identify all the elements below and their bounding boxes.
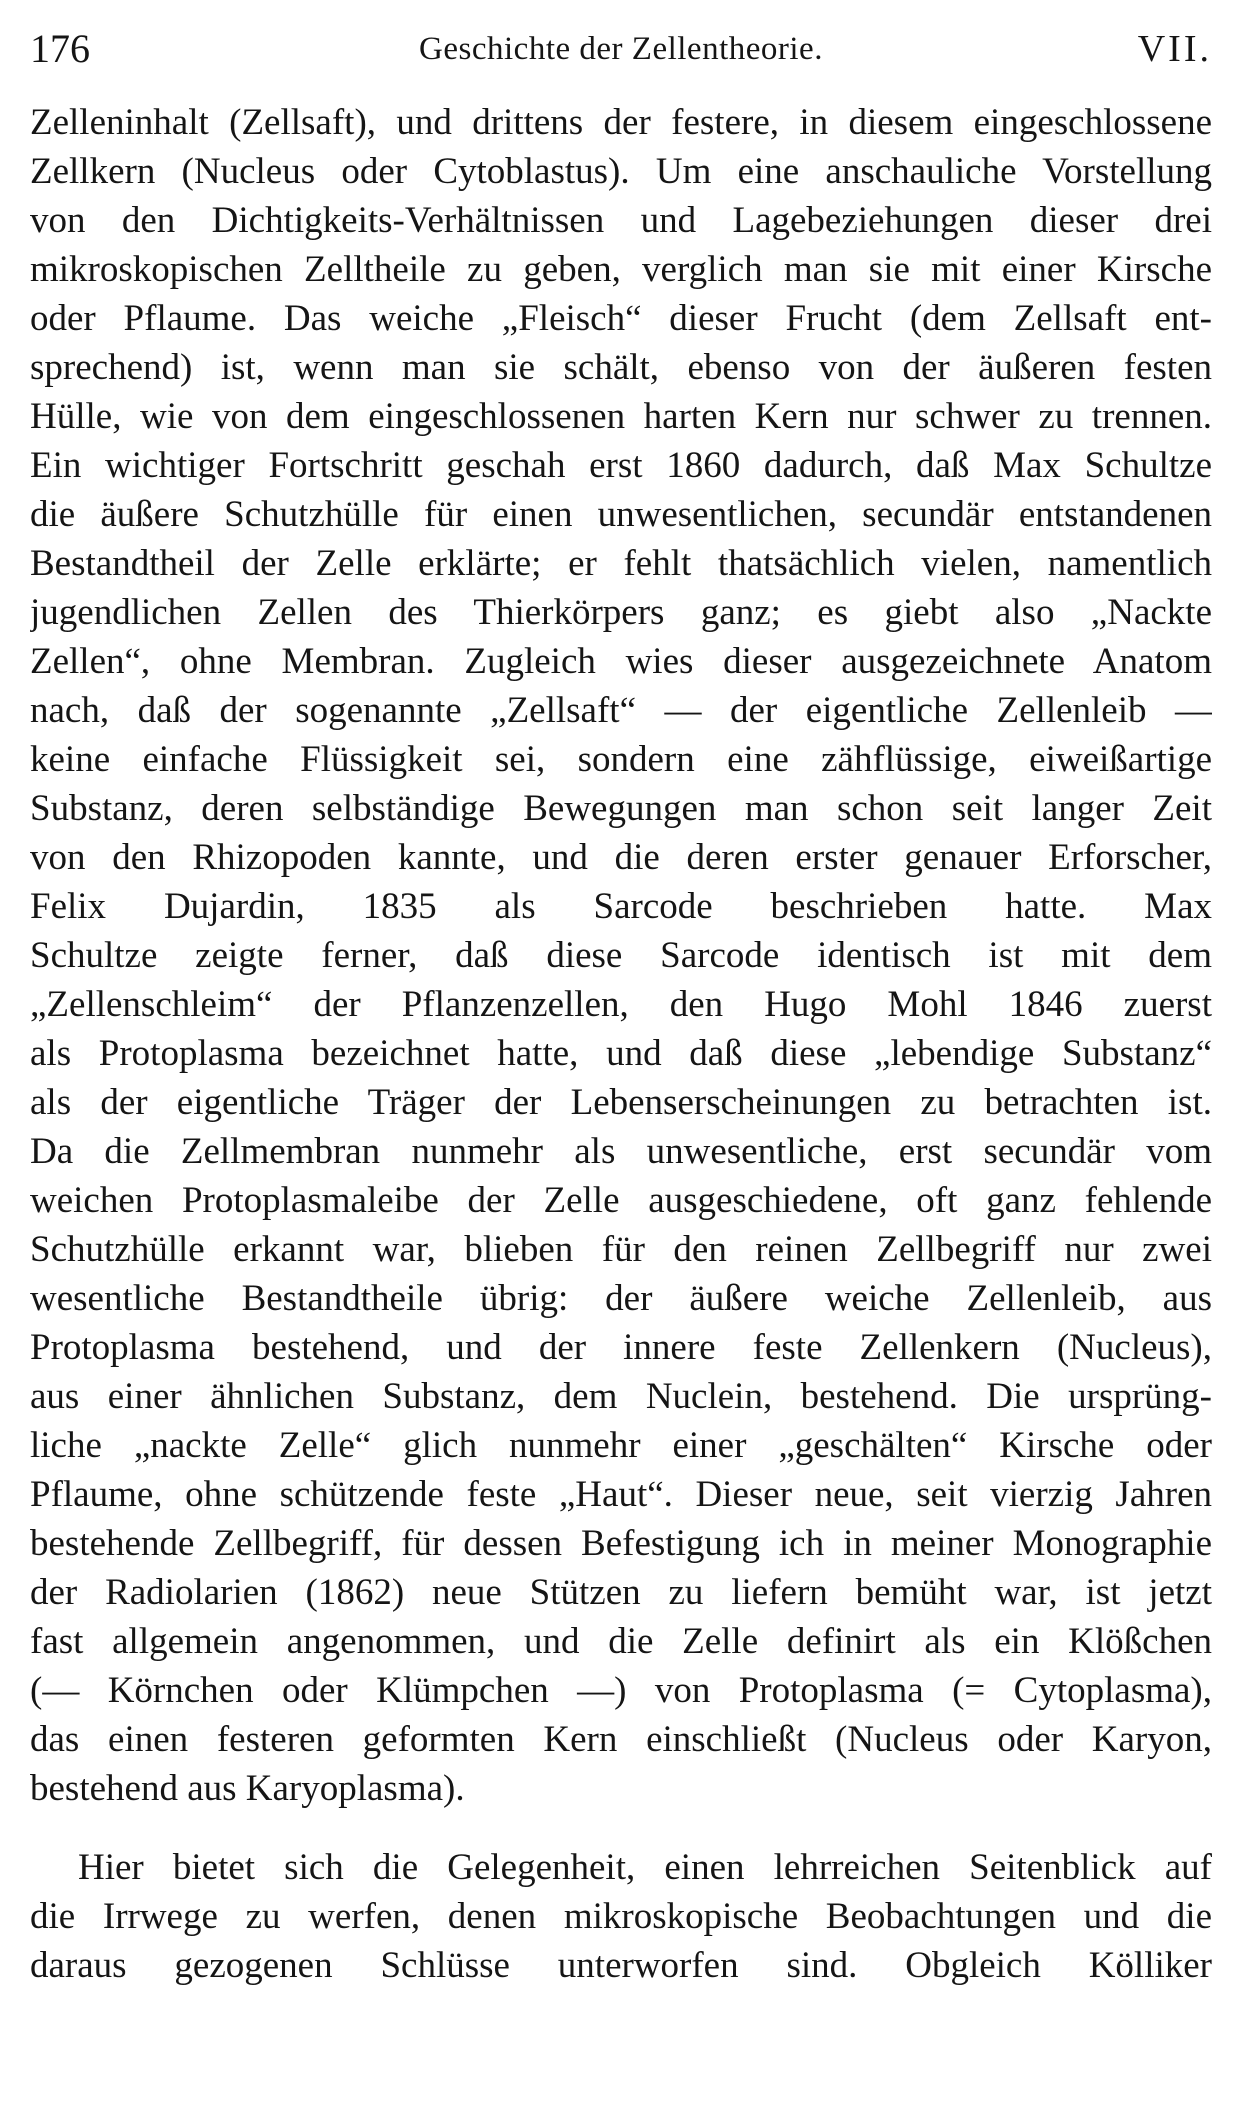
text-line: Da die Zellmembran nunmehr als unwesentliche, erst secundär vom [30,1131,1212,1172]
text-line: keine einfache Flüssigkeit sei, sondern eine zähflüssige, eiweißartige [30,739,1212,780]
text-line: nach, daß der sogenannte „Zellsaft“ — der eigentliche Zellenleib — [30,690,1212,731]
text-line: aus einer ähnlichen Substanz, dem Nuclein, bestehend. Die ursprüng- [30,1376,1212,1417]
text-line: Schultze zeigte ferner, daß diese Sarcode identisch ist mit dem [30,935,1212,976]
text-line: weichen Protoplasmaleibe der Zelle ausgeschiedene, oft ganz fehlende [30,1180,1212,1221]
text-line: „Zellenschleim“ der Pflanzenzellen, den Hugo Mohl 1846 zuerst [30,984,1212,1025]
text-line: Schutzhülle erkannt war, blieben für den reinen Zellbegriff nur zwei [30,1229,1212,1270]
text-line: Hülle, wie von dem eingeschlossenen harten Kern nur schwer zu trennen. [30,396,1212,437]
text-line: Ein wichtiger Fortschritt geschah erst 1860 dadurch, daß Max Schultze [30,445,1212,486]
text-line: liche „nackte Zelle“ glich nunmehr einer „geschälten“ Kirsche oder [30,1425,1212,1466]
text-line: von den Rhizopoden kannte, und die deren erster genauer Erforscher, [30,837,1212,878]
text-line: das einen festeren geformten Kern einschließt (Nucleus oder Karyon, [30,1719,1212,1760]
text-line: Zellen“, ohne Membran. Zugleich wies dieser ausgezeichnete Anatom [30,641,1212,682]
text-line: bestehende Zellbegriff, für dessen Befestigung ich in meiner Monographie [30,1523,1212,1564]
page-number: 176 [30,26,90,71]
text-line: Hier bietet sich die Gelegenheit, einen lehrreichen Seitenblick auf [78,1847,1212,1888]
text-line: sprechend) ist, wenn man sie schält, ebenso von der äußeren festen [30,347,1212,388]
paragraph-2 [30,1843,1212,1990]
text-line: von den Dichtigkeits-Verhältnissen und Lagebeziehungen dieser drei [30,200,1212,241]
text-line: mikroskopischen Zelltheile zu geben, verglich man sie mit einer Kirsche [30,249,1212,290]
text-line: (— Körnchen oder Klümpchen —) von Protoplasma (= Cytoplasma), [30,1670,1212,1711]
text-line: der Radiolarien (1862) neue Stützen zu liefern bemüht war, ist jetzt [30,1572,1212,1613]
text-line: Zelleninhalt (Zellsaft), und drittens der festere, in diesem eingeschlossene [30,102,1212,143]
running-title: Geschichte der Zellentheorie. [419,31,823,67]
text-line: Bestandtheil der Zelle erklärte; er fehlt thatsächlich vielen, namentlich [30,543,1212,584]
text-line: die äußere Schutzhülle für einen unwesentlichen, secundär entstandenen [30,494,1212,535]
text-line: Zellkern (Nucleus oder Cytoblastus). Um eine anschauliche Vorstellung [30,151,1212,192]
text-line: Felix Dujardin, 1835 als Sarcode beschrieben hatte. Max [30,886,1212,927]
text-line: jugendlichen Zellen des Thierkörpers ganz; es giebt also „Nackte [30,592,1212,633]
text-line: als Protoplasma bezeichnet hatte, und daß diese „lebendige Substanz“ [30,1033,1212,1074]
text-line: Substanz, deren selbständige Bewegungen man schon seit langer Zeit [30,788,1212,829]
text-line: oder Pflaume. Das weiche „Fleisch“ dieser Frucht (dem Zellsaft ent- [30,298,1212,339]
text-line: daraus gezogenen Schlüsse unterworfen sind. Obgleich Kölliker [30,1945,1212,1986]
text-line: die Irrwege zu werfen, denen mikroskopische Beobachtungen und die [30,1896,1212,1937]
chapter-number: VII. [1137,28,1212,70]
paragraph-1 [30,98,1212,1813]
paragraph-spacer [30,1813,1212,1843]
running-head [30,20,1212,78]
text-line: bestehend aus Karyoplasma). [30,1768,465,1809]
text-line: wesentliche Bestandtheile übrig: der äußere weiche Zellenleib, aus [30,1278,1212,1319]
body-text [30,98,1212,1990]
text-line: fast allgemein angenommen, und die Zelle definirt als ein Klößchen [30,1621,1212,1662]
text-line: Protoplasma bestehend, und der innere feste Zellenkern (Nucleus), [30,1327,1212,1368]
text-line: als der eigentliche Träger der Lebenserscheinungen zu betrachten ist. [30,1082,1212,1123]
text-line: Pflaume, ohne schützende feste „Haut“. Dieser neue, seit vierzig Jahren [30,1474,1212,1515]
